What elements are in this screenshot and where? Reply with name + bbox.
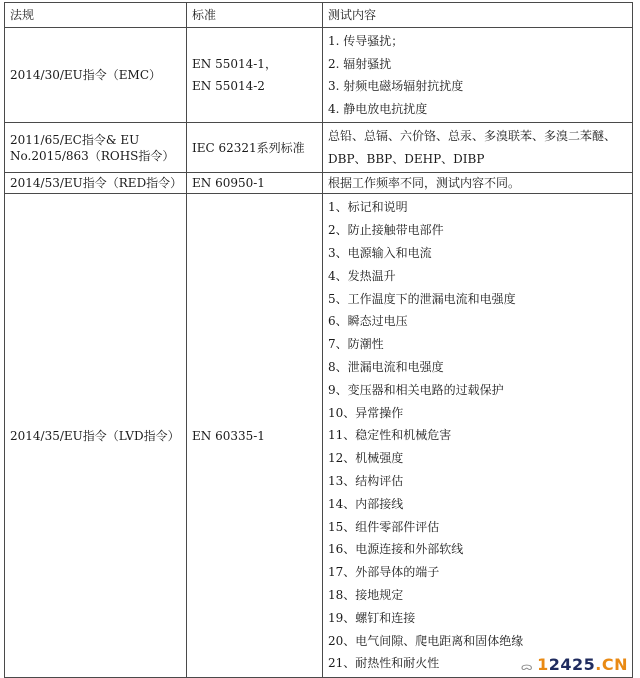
watermark-part: 1 [537, 655, 549, 674]
test-item: 1、标记和说明 [328, 200, 408, 215]
standard-cell: EN 60950-1 [187, 173, 323, 194]
test-item: 18、接地规定 [328, 587, 404, 602]
test-item: 5、工作温度下的泄漏电流和电强度 [328, 291, 516, 306]
test-item: 9、变压器和相关电路的过载保护 [328, 382, 504, 397]
test-item: 14、内部接线 [328, 496, 404, 511]
site-watermark [519, 655, 630, 674]
test-item: 13、结构评估 [328, 473, 404, 488]
regulation-line: No.2015/863（ROHS指令） [10, 148, 175, 163]
test-item: 2、防止接触带电部件 [328, 223, 444, 238]
test-item: 4、发热温升 [328, 268, 396, 283]
test-item: 16、电源连接和外部软线 [328, 542, 464, 557]
test-item: 7、防潮性 [328, 337, 384, 352]
test-item: 11、稳定性和机械危害 [328, 428, 452, 443]
row-lvd [5, 194, 633, 678]
test-item: 20、电气间隙、爬电距离和固体绝缘 [328, 633, 524, 648]
regulation-cell [5, 123, 187, 173]
standard-cell: IEC 62321系列标准 [187, 123, 323, 173]
test-item: 17、外部导体的端子 [328, 565, 440, 580]
standard-cell [187, 28, 323, 123]
test-item: 12、机械强度 [328, 451, 404, 466]
test-item: 15、组件零部件评估 [328, 519, 440, 534]
regulation-cell: 2014/30/EU指令（EMC） [5, 28, 187, 123]
test-item: 3. 射频电磁场辐射抗扰度 [328, 79, 464, 94]
test-item: 3、电源输入和电流 [328, 245, 432, 260]
test-item: 1. 传导骚扰； [328, 34, 404, 48]
regulation-table [4, 2, 633, 678]
header-regulation: 法规 [5, 3, 187, 28]
test-item: 10、异常操作 [328, 405, 404, 420]
table-header-row [5, 3, 633, 28]
test-content-cell: 总铅、总镉、六价铬、总汞、多溴联苯、多溴二苯醚、DBP、BBP、DEHP、DIBP [323, 123, 633, 173]
watermark-part: .CN [595, 655, 628, 674]
test-item: 6、瞬态过电压 [328, 314, 408, 329]
test-content-cell [323, 28, 633, 123]
watermark-logo-icon: ᯅ [520, 660, 534, 673]
test-item: 4. 静电放电抗扰度 [328, 101, 428, 116]
regulation-cell: 2014/53/EU指令（RED指令） [5, 173, 187, 194]
regulation-cell: 2014/35/EU指令（LVD指令） [5, 194, 187, 678]
test-content-cell: 根据工作频率不同，测试内容不同。 [323, 173, 633, 194]
row-emc [5, 28, 633, 123]
regulation-line: 2011/65/EC指令& EU [10, 132, 140, 147]
standard-line: EN 55014-2 [192, 79, 265, 94]
standard-line: EN 55014-1， [192, 57, 277, 72]
row-red [5, 173, 633, 194]
test-item: 8、泄漏电流和电强度 [328, 359, 444, 374]
standard-cell: EN 60335-1 [187, 194, 323, 678]
test-item: 19、螺钉和连接 [328, 610, 416, 625]
test-item: 21、耐热性和耐火性 [328, 656, 440, 671]
watermark-part: 2425 [548, 655, 596, 674]
row-rohs [5, 123, 633, 173]
test-content-cell [323, 194, 633, 678]
header-standard: 标准 [187, 3, 323, 28]
header-test-content: 测试内容 [323, 3, 633, 28]
test-item: 2. 辐射骚扰 [328, 56, 392, 71]
